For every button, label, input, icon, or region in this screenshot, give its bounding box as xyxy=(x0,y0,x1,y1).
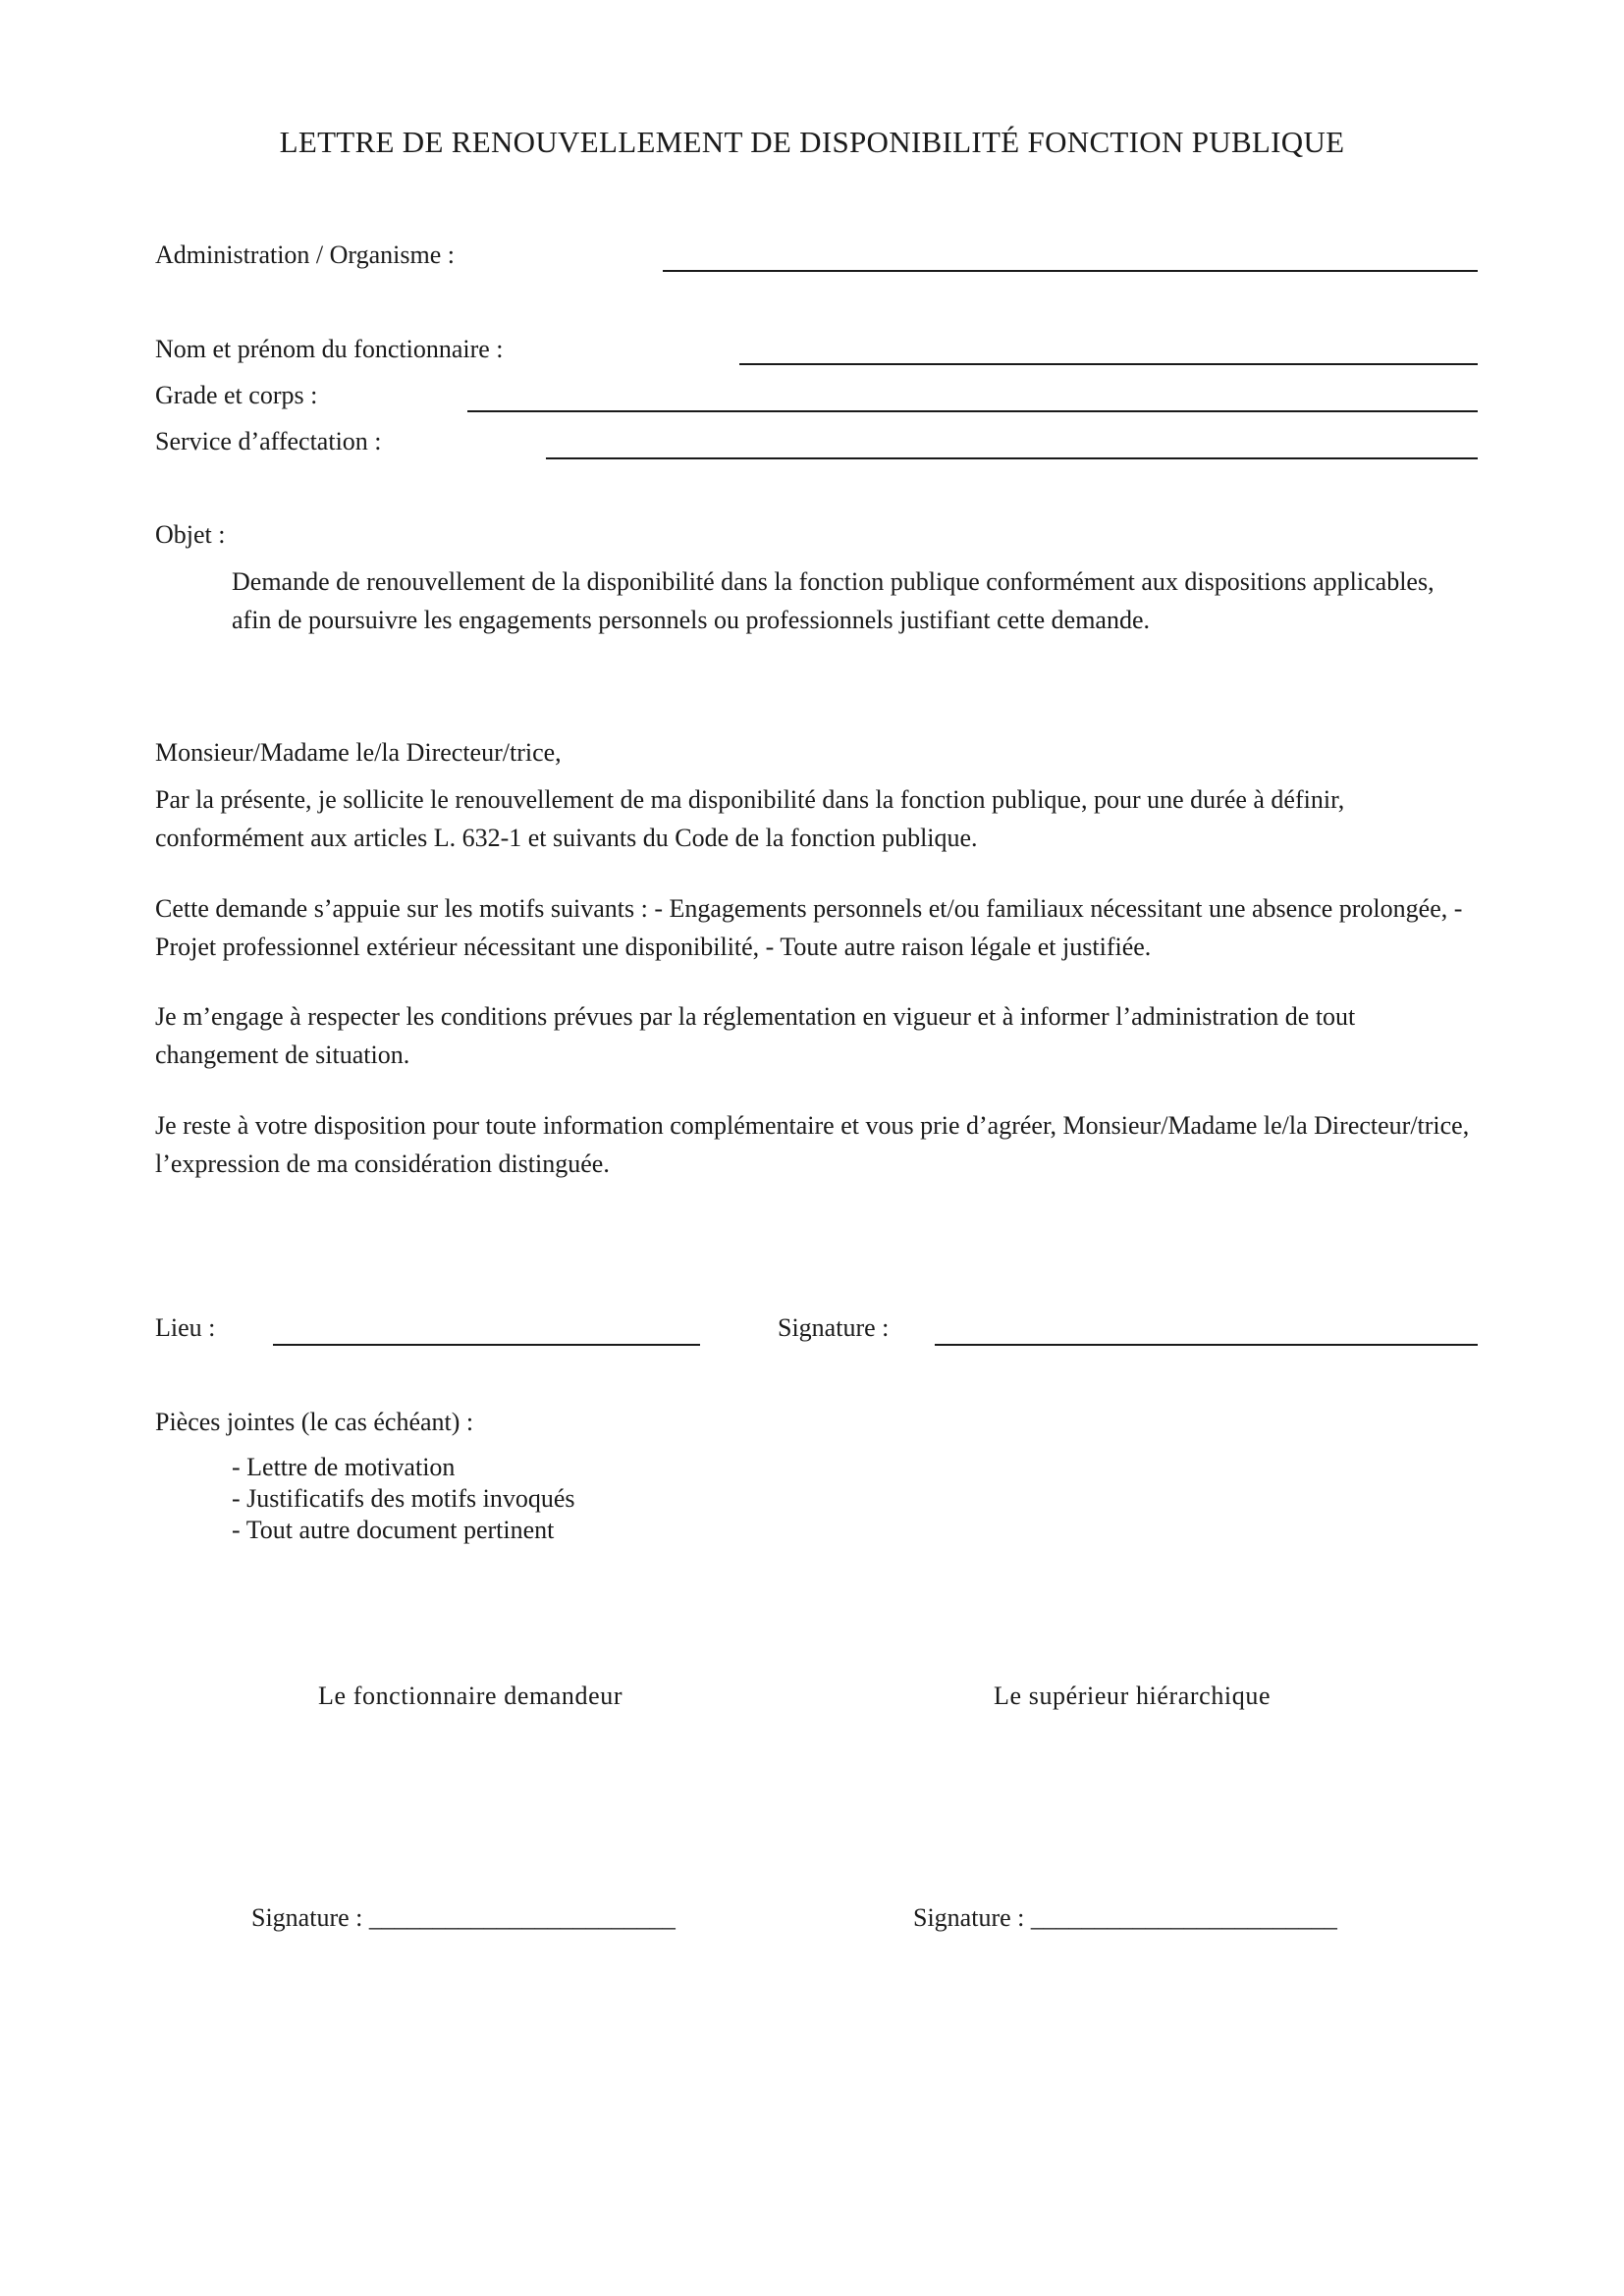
nom-field-line[interactable] xyxy=(739,363,1478,365)
body-paragraph-4: Je reste à votre disposition pour toute information complémentaire et vous prie d’agréer, Monsieur/Madame le/la Directeur/trice, l’expression de ma considération distinguée. xyxy=(155,1111,1470,1178)
lieu-field-line[interactable] xyxy=(273,1344,700,1346)
pieces-item: - Lettre de motivation xyxy=(232,1453,456,1481)
pieces-item: - Justificatifs des motifs invoqués xyxy=(232,1484,575,1513)
service-field-line[interactable] xyxy=(546,457,1478,459)
signatory-right-title: Le supérieur hiérarchique xyxy=(994,1682,1272,1710)
nom-label: Nom et prénom du fonctionnaire : xyxy=(155,335,504,363)
pieces-item: - Tout autre document pertinent xyxy=(232,1516,555,1544)
body-paragraph-1: Par la présente, je sollicite le renouvellement de ma disponibilité dans la fonction publique, pour une durée à définir, conformément aux articles L. 632-1 et suivants du Code de la fonction publique. xyxy=(155,785,1345,852)
document-title: LETTRE DE RENOUVELLEMENT DE DISPONIBILITÉ FONCTION PUBLIQUE xyxy=(279,125,1345,159)
body-paragraph-3: Je m’engage à respecter les conditions prévues par la réglementation en vigueur et à informer l’administration de tout changement de situation. xyxy=(155,1002,1356,1069)
right-signature-line[interactable]: Signature : ________________________ xyxy=(913,1903,1337,1932)
objet-text: Demande de renouvellement de la disponibilité dans la fonction publique conformément aux dispositions applicables, afin de poursuivre les engagements personnels ou professionnels justifiant cette demande. xyxy=(232,567,1435,634)
signatory-left-title: Le fonctionnaire demandeur xyxy=(318,1682,623,1710)
grade-label: Grade et corps : xyxy=(155,381,318,409)
signature-label: Signature : xyxy=(778,1313,890,1342)
objet-label: Objet : xyxy=(155,520,226,549)
pieces-list xyxy=(232,1452,575,1546)
administration-label: Administration / Organisme : xyxy=(155,240,455,269)
grade-field-line[interactable] xyxy=(467,410,1478,412)
pieces-label: Pièces jointes (le cas échéant) : xyxy=(155,1408,474,1436)
administration-field-line[interactable] xyxy=(663,270,1478,272)
left-signature-line[interactable]: Signature : ________________________ xyxy=(251,1903,676,1932)
body-paragraph-2: Cette demande s’appuie sur les motifs suivants : - Engagements personnels et/ou familiaux nécessitant une absence prolongée, - Projet professionnel extérieur nécessitant une disponibilité, - Toute autre raison légale et justifiée. xyxy=(155,894,1463,961)
salutation: Monsieur/Madame le/la Directeur/trice, xyxy=(155,738,562,767)
signature-field-line[interactable] xyxy=(935,1344,1478,1346)
service-label: Service d’affectation : xyxy=(155,427,382,455)
lieu-label: Lieu : xyxy=(155,1313,216,1342)
